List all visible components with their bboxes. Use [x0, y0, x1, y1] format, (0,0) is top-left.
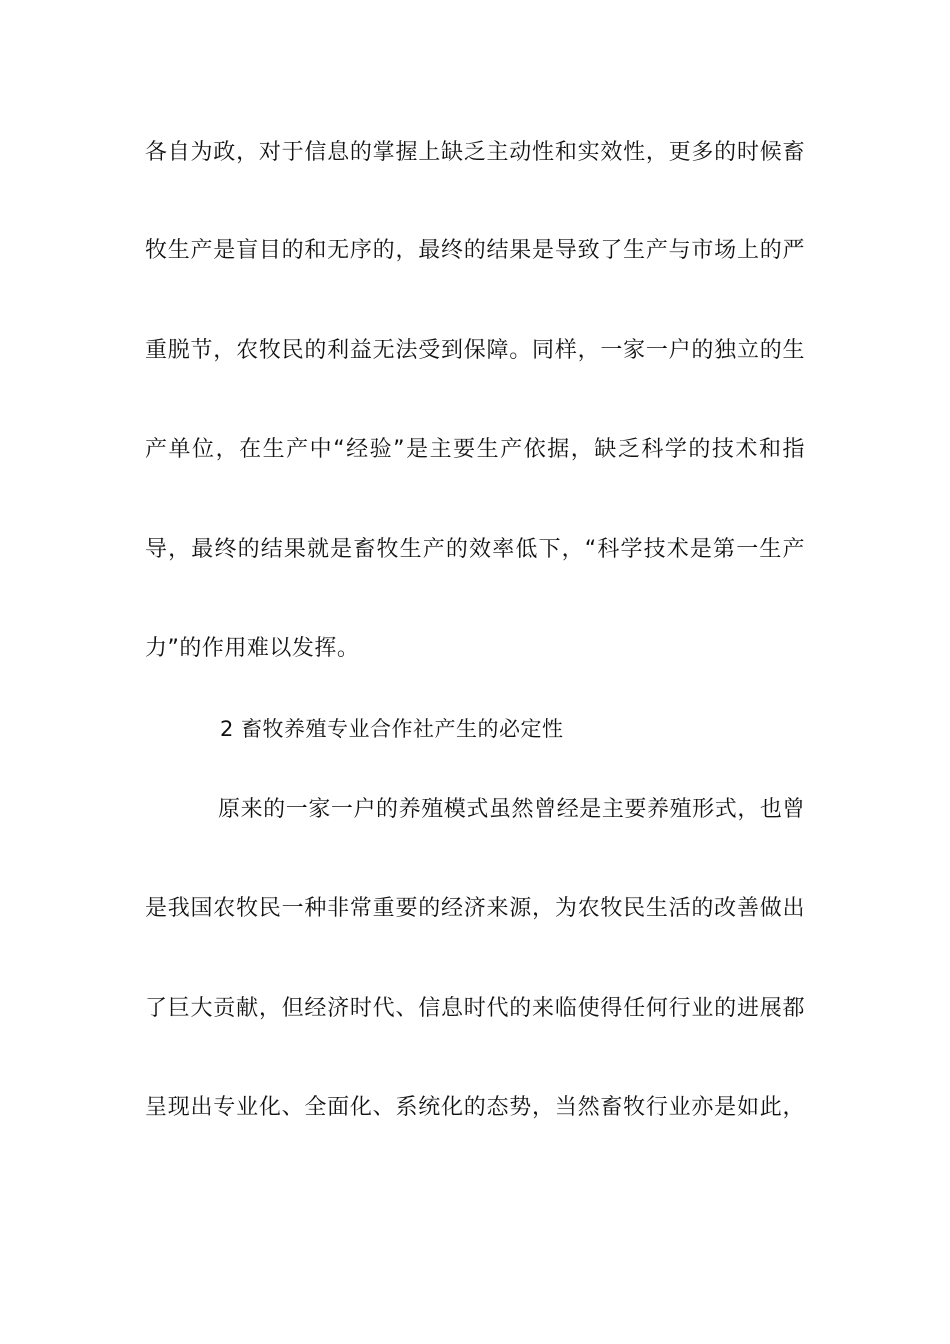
- paragraph-line: 是我国农牧民一种非常重要的经济来源，为农牧民生活的改善做出: [145, 896, 805, 921]
- paragraph-line: 导，最终的结果就是畜牧生产的效率低下，“科学技术是第一生产: [145, 537, 805, 562]
- paragraph-line: 力”的作用难以发挥。: [145, 636, 360, 661]
- paragraph-line: 牧生产是盲目的和无序的，最终的结果是导致了生产与市场上的严: [145, 238, 805, 263]
- paragraph-line: 产单位，在生产中“经验”是主要生产依据，缺乏科学的技术和指: [145, 437, 805, 462]
- paragraph-line: 各自为政，对于信息的掌握上缺乏主动性和实效性，更多的时候畜: [145, 140, 805, 165]
- paragraph-line: 重脱节，农牧民的利益无法受到保障。同样，一家一户的独立的生: [145, 338, 805, 363]
- paragraph-line: 呈现出专业化、全面化、系统化的态势，当然畜牧行业亦是如此，: [145, 1095, 805, 1120]
- paragraph-line: 了巨大贡献，但经济时代、信息时代的来临使得任何行业的进展都: [145, 996, 805, 1021]
- section-heading: 2 畜牧养殖专业合作社产生的必定性: [220, 717, 564, 741]
- paragraph-line: 原来的一家一户的养殖模式虽然曾经是主要养殖形式，也曾: [218, 797, 805, 822]
